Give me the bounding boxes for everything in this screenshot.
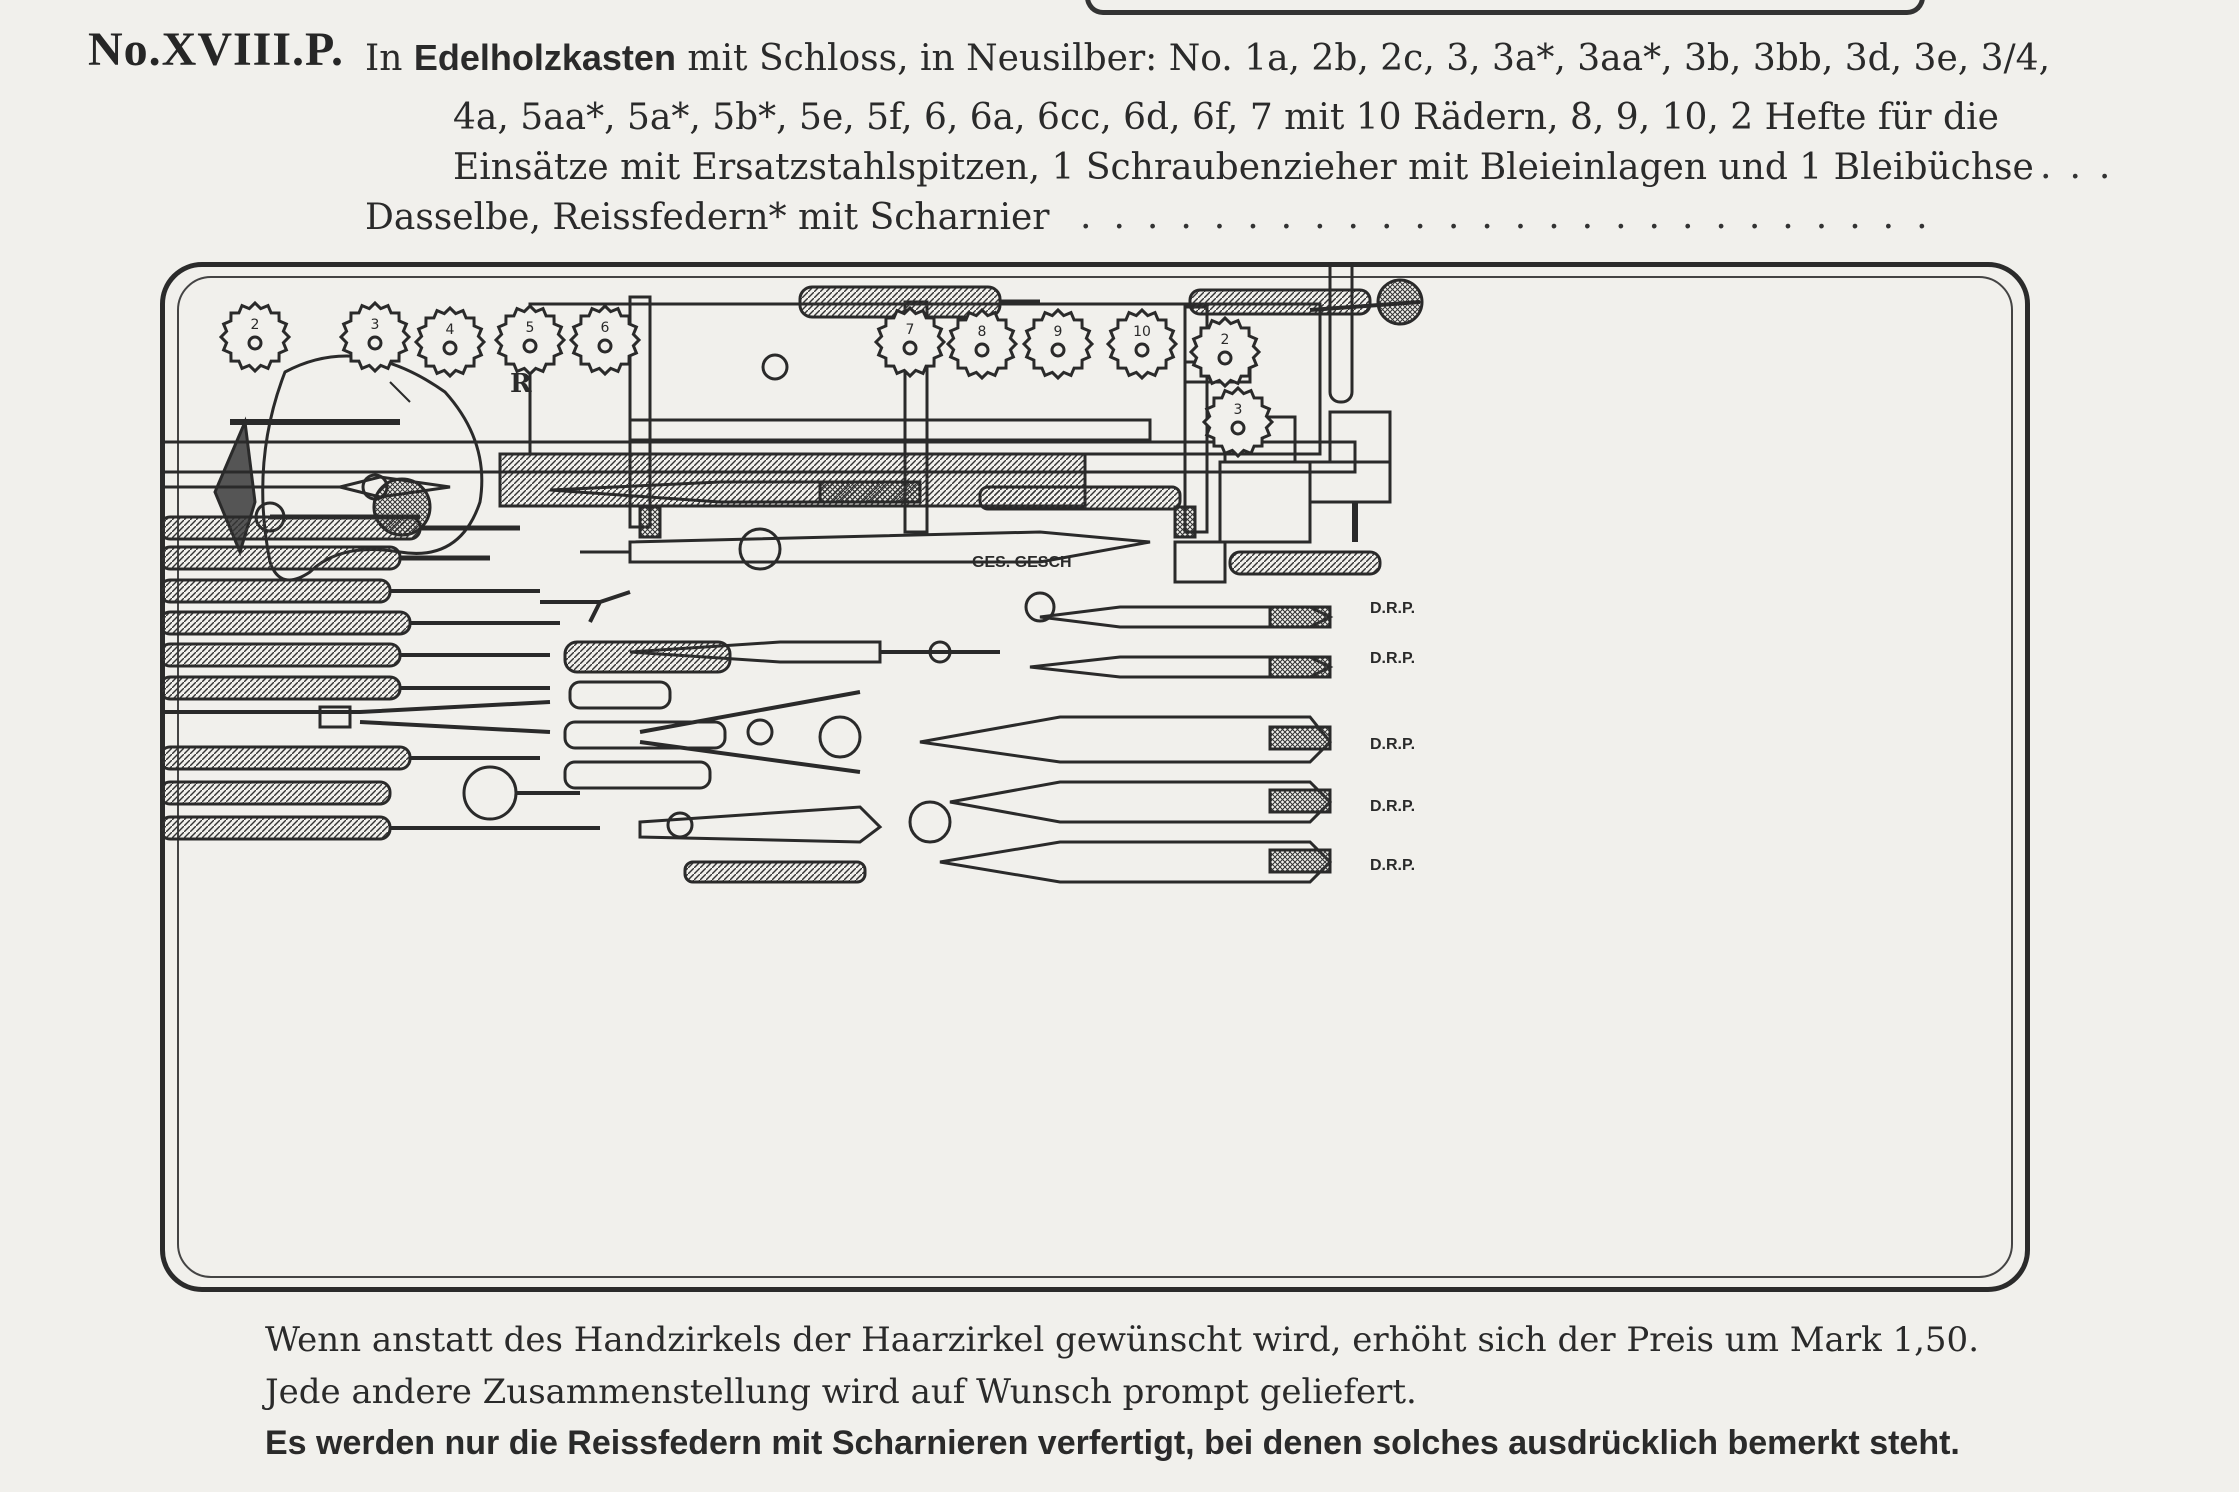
left-instrument-rows [160,475,600,839]
wheel-label: 3 [370,317,380,333]
toothed-wheel [416,308,484,376]
toothed-wheel [341,303,409,371]
toothed-wheel [948,310,1016,378]
toothed-wheel [221,303,289,371]
toothed-wheel [876,308,944,376]
toothed-wheel [1108,310,1176,378]
line4-dots: .......................... [1080,196,1950,237]
catalog-line-3: Einsätze mit Ersatzstahlspitzen, 1 Schraubenzieher mit Bleieinlagen und 1 Bleibüchse [453,147,2034,188]
wheel-label: 9 [1053,324,1063,340]
wheel-label: 2 [250,317,260,333]
note-line-1: Wenn anstatt des Handzirkels der Haarzirkel gewünscht wird, erhöht sich der Preis um Mark 1,50. [265,1320,1979,1360]
wheel-label: 3 [1233,402,1243,418]
stamp-drp-2: D.R.P. [1370,650,1416,667]
toothed-wheel [1191,318,1259,386]
line3-dots: ... [2040,146,2129,187]
line1-rest: mit Schloss, in Neusilber: No. 1a, 2b, 2c, 3, 3a*, 3aa*, 3b, 3bb, 3d, 3e, 3/4, [687,38,2051,79]
intro-prefix: In [365,38,403,79]
toothed-wheels [221,303,1272,456]
wheel-label: 7 [905,322,915,338]
note-line-3: Es werden nur die Reissfedern mit Scharnieren verfertigt, bei denen solches ausdrücklich bemerkt steht. [265,1424,1960,1462]
maker-monogram: R [510,369,532,399]
catalog-line-4: Dasselbe, Reissfedern* mit Scharnier [365,197,1050,238]
instrument-illustration [160,262,2030,1292]
right-compasses [920,542,1380,882]
toothed-wheel [571,306,639,374]
catalog-line-1 [365,36,2050,81]
top-frame-border [1085,0,1925,15]
wheel-label: 5 [525,320,535,336]
wheel-label: 8 [977,324,987,340]
wheel-label: 6 [600,320,610,336]
catalog-line-2: 4a, 5aa*, 5a*, 5b*, 5e, 5f, 6, 6a, 6cc, 6d, 6f, 7 mit 10 Rädern, 8, 9, 10, 2 Hefte für die [453,97,1999,138]
stamp-drp-4: D.R.P. [1370,798,1416,815]
toothed-wheel [1024,310,1092,378]
stamp-drp-5: D.R.P. [1370,857,1416,874]
stamp-drp-3: D.R.P. [1370,736,1416,753]
stamp-drp-1: D.R.P. [1370,600,1416,617]
wheel-label: 4 [445,322,455,338]
toothed-wheel [496,306,564,374]
intro-bold: Edelholzkasten [413,37,676,78]
wheel-label: 10 [1133,324,1151,340]
note-line-2: Jede andere Zusammenstellung wird auf Wunsch prompt geliefert. [265,1372,1417,1412]
catalog-number: No.XVIII.P. [88,23,344,76]
stamp-ges-gesch: GES. GESCH [972,554,1072,571]
wheel-label: 2 [1220,332,1230,348]
toothed-wheel [1204,388,1272,456]
